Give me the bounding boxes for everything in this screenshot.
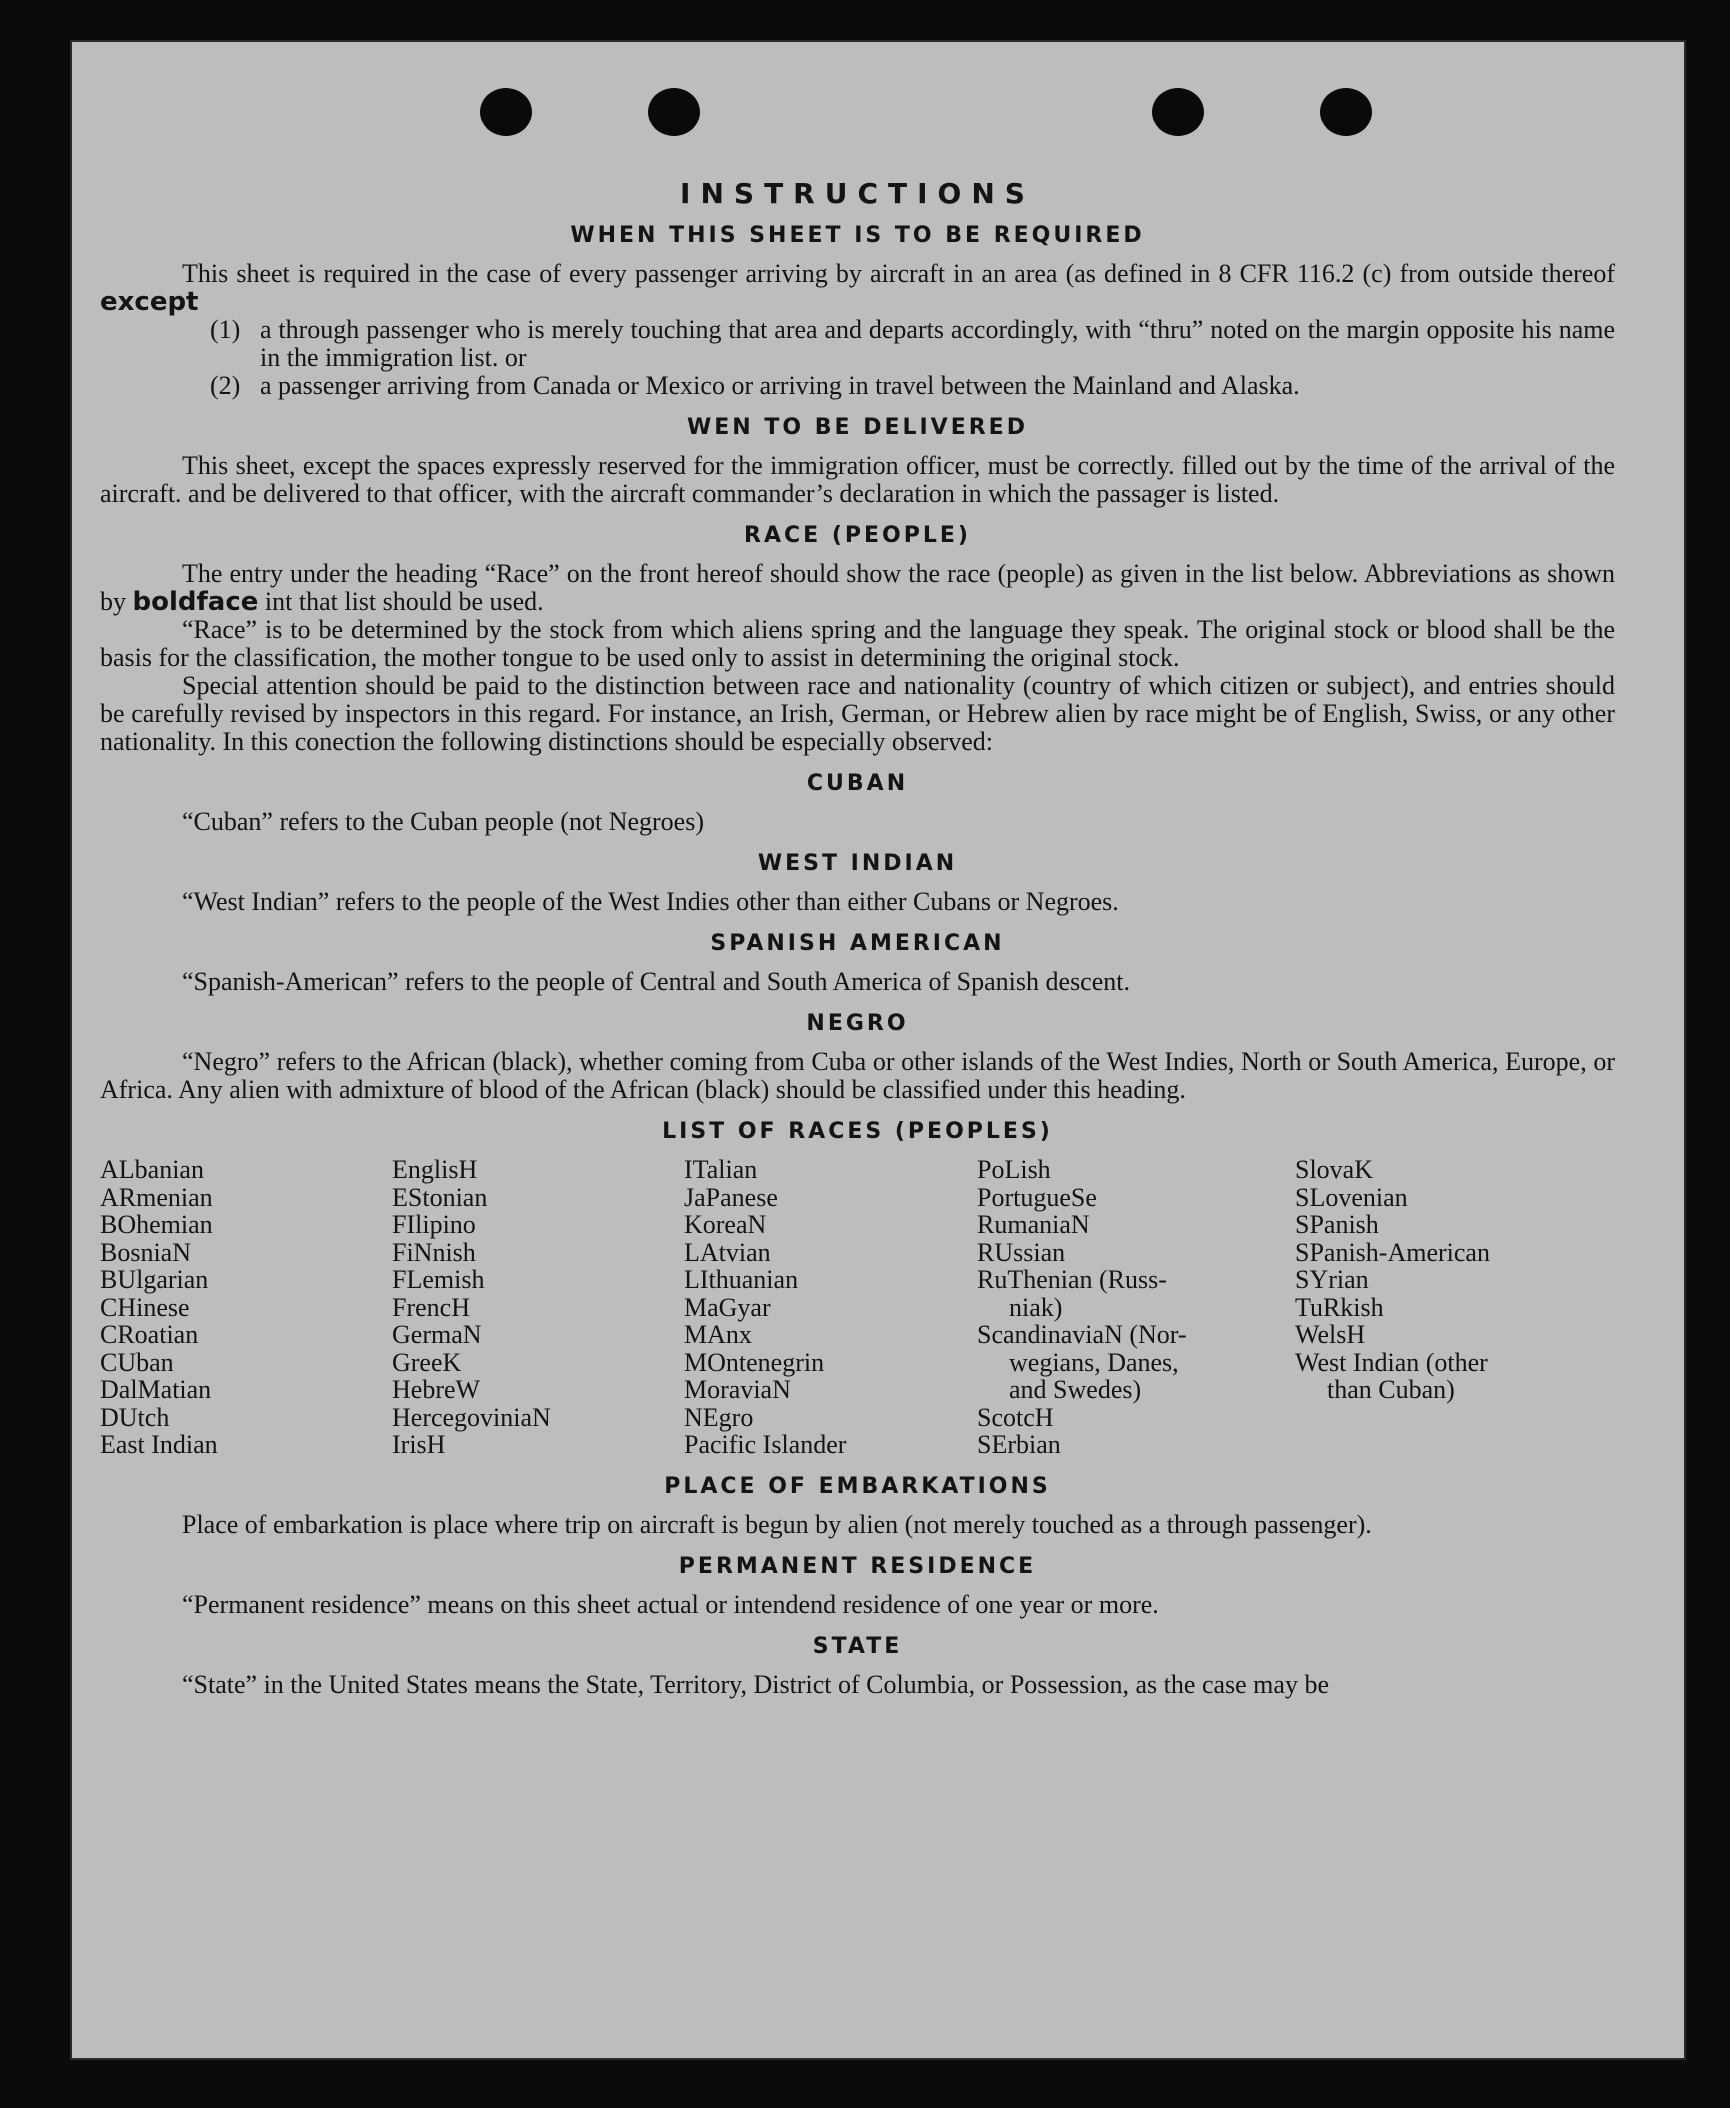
- race-paragraph: “Race” is to be determined by the stock from which aliens spring and the language they speak. The original stock or blood shall be the basis for the classification, the mother tongue to be used only to assist in determining the original stock.: [100, 615, 1615, 672]
- race-paragraph: Special attention should be paid to the distinction between race and nationality (country of which citizen or subject), and entries should be carefully revised by inspectors in this regard. For instance, an Irish, German, or Hebrew alien by race might be of English, Swiss, or any other nationality. In this conection the following distinctions should be especially observed:: [100, 671, 1615, 756]
- section-heading-west-indian: WEST INDIAN: [757, 851, 958, 876]
- west-indian-text: “West Indian” refers to the people of the West Indies other than either Cubans or Negroes.: [182, 887, 1119, 916]
- list-item: JaPanese: [684, 1182, 778, 1212]
- punch-hole: [648, 88, 700, 136]
- list-item: EnglisH: [392, 1155, 478, 1184]
- document-body: [100, 177, 1615, 1699]
- list-item: MOntenegrin: [684, 1347, 825, 1377]
- required-intro: This sheet is required in the case of every passenger arriving by aircraft in an area (as defined in 8 CFR 116.2 (c) from outside thereof except: [100, 259, 1615, 317]
- list-item: TuRkish: [1295, 1292, 1384, 1322]
- race-column: [100, 1156, 392, 1459]
- list-item: MAnx: [684, 1320, 752, 1349]
- list-item: CHinese: [100, 1292, 190, 1322]
- punch-hole: [1152, 88, 1204, 136]
- list-item: IrisH: [392, 1430, 446, 1459]
- list-item: SYrian: [1295, 1265, 1369, 1294]
- list-item: ALbanian: [100, 1155, 204, 1184]
- list-item: EStonian: [392, 1182, 488, 1212]
- list-item: DUtch: [100, 1402, 170, 1432]
- list-item: PortugueSe: [977, 1182, 1097, 1212]
- list-item: NEgro: [684, 1402, 754, 1432]
- list-item: ScandinaviaN (Nor-: [977, 1320, 1187, 1349]
- list-item: SlovaK: [1295, 1155, 1373, 1184]
- list-item: FiNnish: [392, 1237, 476, 1267]
- list-item: MaGyar: [684, 1292, 771, 1322]
- list-item: HercegoviniaN: [392, 1402, 551, 1432]
- list-item: RUssian: [977, 1237, 1066, 1267]
- list-item: SErbian: [977, 1430, 1061, 1459]
- list-item: PoLish: [977, 1155, 1051, 1184]
- list-item: ARmenian: [100, 1182, 213, 1212]
- race-paragraph: The entry under the heading “Race” on the front hereof should show the race (people) as given in the list below. Abbreviations as shown by boldface int that list should be used.: [100, 559, 1615, 617]
- section-heading-state: STATE: [812, 1633, 903, 1659]
- punch-hole: [480, 88, 532, 136]
- list-item: ITalian: [684, 1155, 758, 1184]
- section-heading-cuban: CUBAN: [806, 771, 909, 796]
- race-list: [100, 1156, 1615, 1459]
- section-heading-embarkation: PLACE OF EMBARKATIONS: [664, 1473, 1051, 1499]
- race-column: [392, 1156, 684, 1459]
- negro-text: “Negro” refers to the African (black), whether coming from Cuba or other islands of the West Indies, North or South America, Europe, or Africa. Any alien with admixture of blood of the African (black) should be classified under this heading.: [100, 1047, 1615, 1104]
- list-item: SLovenian: [1295, 1182, 1408, 1212]
- list-item: wegians, Danes,: [1009, 1347, 1179, 1377]
- list-item: RuThenian (Russ-: [977, 1265, 1167, 1294]
- list-item: BOhemian: [100, 1210, 213, 1239]
- list-item: Pacific Islander: [684, 1430, 847, 1459]
- list-item: LIthuanian: [684, 1265, 799, 1294]
- list-item: SPanish: [1295, 1210, 1379, 1239]
- page-title: INSTRUCTIONS: [680, 177, 1035, 210]
- list-item: CRoatian: [100, 1320, 199, 1349]
- list-item: LAtvian: [684, 1237, 771, 1267]
- residence-text: “Permanent residence” means on this sheet actual or intendend residence of one year or more.: [182, 1589, 1159, 1619]
- list-item: GreeK: [392, 1347, 462, 1377]
- section-heading-negro: NEGRO: [806, 1011, 909, 1036]
- section-heading-race: RACE (PEOPLE): [744, 523, 971, 548]
- list-item: FIlipino: [392, 1210, 476, 1239]
- state-text: “State” in the United States means the State, Territory, District of Columbia, or Possession, as the case may be: [182, 1669, 1329, 1699]
- list-item: FrencH: [392, 1292, 470, 1322]
- section-heading-list: LIST OF RACES (PEOPLES): [662, 1119, 1053, 1144]
- list-item: West Indian (other: [1295, 1347, 1488, 1377]
- spanish-american-text: “Spanish-American” refers to the people of Central and South America of Spanish descent.: [182, 967, 1130, 996]
- section-heading-delivered: WEN TO BE DELIVERED: [687, 415, 1028, 440]
- list-item: WelsH: [1295, 1320, 1366, 1349]
- section-heading-spanish-american: SPANISH AMERICAN: [710, 931, 1005, 956]
- list-item: SPanish-American: [1295, 1237, 1490, 1267]
- cuban-text: “Cuban” refers to the Cuban people (not Negroes): [182, 807, 704, 836]
- list-item: East Indian: [100, 1430, 218, 1459]
- list-item: DalMatian: [100, 1375, 212, 1404]
- race-column: [684, 1156, 977, 1459]
- list-item: CUban: [100, 1347, 174, 1377]
- exception-item: (1) a through passenger who is merely touching that area and departs accordingly, with “thru” noted on the margin opposite his name in the immigration list. or: [210, 315, 1615, 372]
- list-item: GermaN: [392, 1320, 482, 1349]
- document-page: [70, 40, 1686, 2060]
- race-column: [1295, 1156, 1595, 1459]
- list-item: BUlgarian: [100, 1265, 209, 1294]
- list-item: ScotcH: [977, 1402, 1054, 1432]
- delivered-text: This sheet, except the spaces expressly reserved for the immigration officer, must be correctly. filled out by the time of the arrival of the aircraft. and be delivered to that officer, with the aircraft commander’s declaration in which the passager is listed.: [100, 451, 1615, 508]
- exception-item: (2) a passenger arriving from Canada or Mexico or arriving in travel between the Mainland and Alaska.: [210, 371, 1300, 400]
- list-item: and Swedes): [1009, 1375, 1142, 1404]
- embarkation-text: Place of embarkation is place where trip on aircraft is begun by alien (not merely touched as a through passenger).: [182, 1509, 1372, 1539]
- section-heading-required: WHEN THIS SHEET IS TO BE REQUIRED: [570, 223, 1145, 248]
- race-column: [977, 1156, 1295, 1459]
- list-item: BosniaN: [100, 1237, 191, 1267]
- list-item: FLemish: [392, 1265, 485, 1294]
- list-item: RumaniaN: [977, 1210, 1090, 1239]
- list-item: MoraviaN: [684, 1375, 791, 1404]
- section-heading-residence: PERMANENT RESIDENCE: [678, 1553, 1037, 1579]
- list-item: KoreaN: [684, 1210, 767, 1239]
- list-item: niak): [1009, 1292, 1063, 1322]
- list-item: than Cuban): [1327, 1375, 1455, 1404]
- list-item: HebreW: [392, 1375, 481, 1404]
- punch-hole: [1320, 88, 1372, 136]
